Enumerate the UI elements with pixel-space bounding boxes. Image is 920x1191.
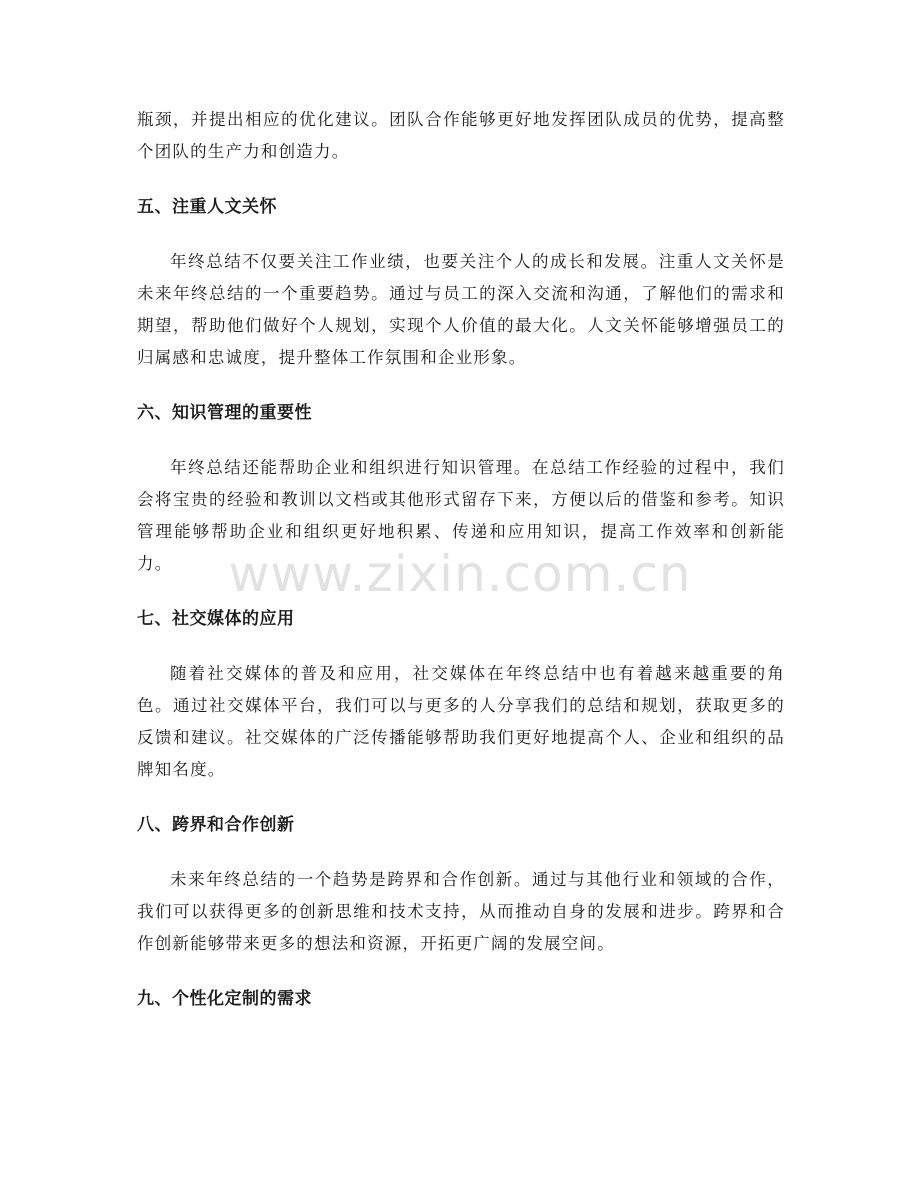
section-heading-7: 七、社交媒体的应用 [137,609,295,629]
section-heading-9: 九、个性化定制的需求 [137,989,312,1009]
watermark-text: www.zixin.com.cn [228,545,692,603]
section-body-6: 年终总结还能帮助企业和组织进行知识管理。在总结工作经验的过程中，我们会将宝贵的经验和教训以文档或其他形式留存下来，方便以后的借鉴和参考。知识管理能够帮助企业和组织更好地积累、传递和应用知识，提高工作效率和创新能力。 [137,458,785,573]
section-body-7: 随着社交媒体的普及和应用，社交媒体在年终总结中也有着越来越重要的角色。通过社交媒体平台，我们可以与更多的人分享我们的总结和规划，获取更多的反馈和建议。社交媒体的广泛传播能够帮助我们更好地提高个人、企业和组织的品牌知名度。 [137,664,785,779]
section-body-5: 年终总结不仅要关注工作业绩，也要关注个人的成长和发展。注重人文关怀是未来年终总结的一个重要趋势。通过与员工的深入交流和沟通，了解他们的需求和期望，帮助他们做好个人规划，实现个人价值的最大化。人文关怀能够增强员工的归属感和忠诚度，提升整体工作氛围和企业形象。 [137,252,785,367]
section-heading-8: 八、跨界和合作创新 [137,815,295,835]
intro-paragraph: 瓶颈，并提出相应的优化建议。团队合作能够更好地发挥团队成员的优势，提高整个团队的生产力和创造力。 [137,110,785,161]
section-heading-5: 五、注重人文关怀 [137,197,277,217]
section-body-8: 未来年终总结的一个趋势是跨界和合作创新。通过与其他行业和领域的合作，我们可以获得更多的创新思维和技术支持，从而推动自身的发展和进步。跨界和合作创新能够带来更多的想法和资源，开拓更广阔的发展空间。 [137,870,785,953]
section-heading-6: 六、知识管理的重要性 [137,403,312,423]
document-content [137,104,785,1038]
